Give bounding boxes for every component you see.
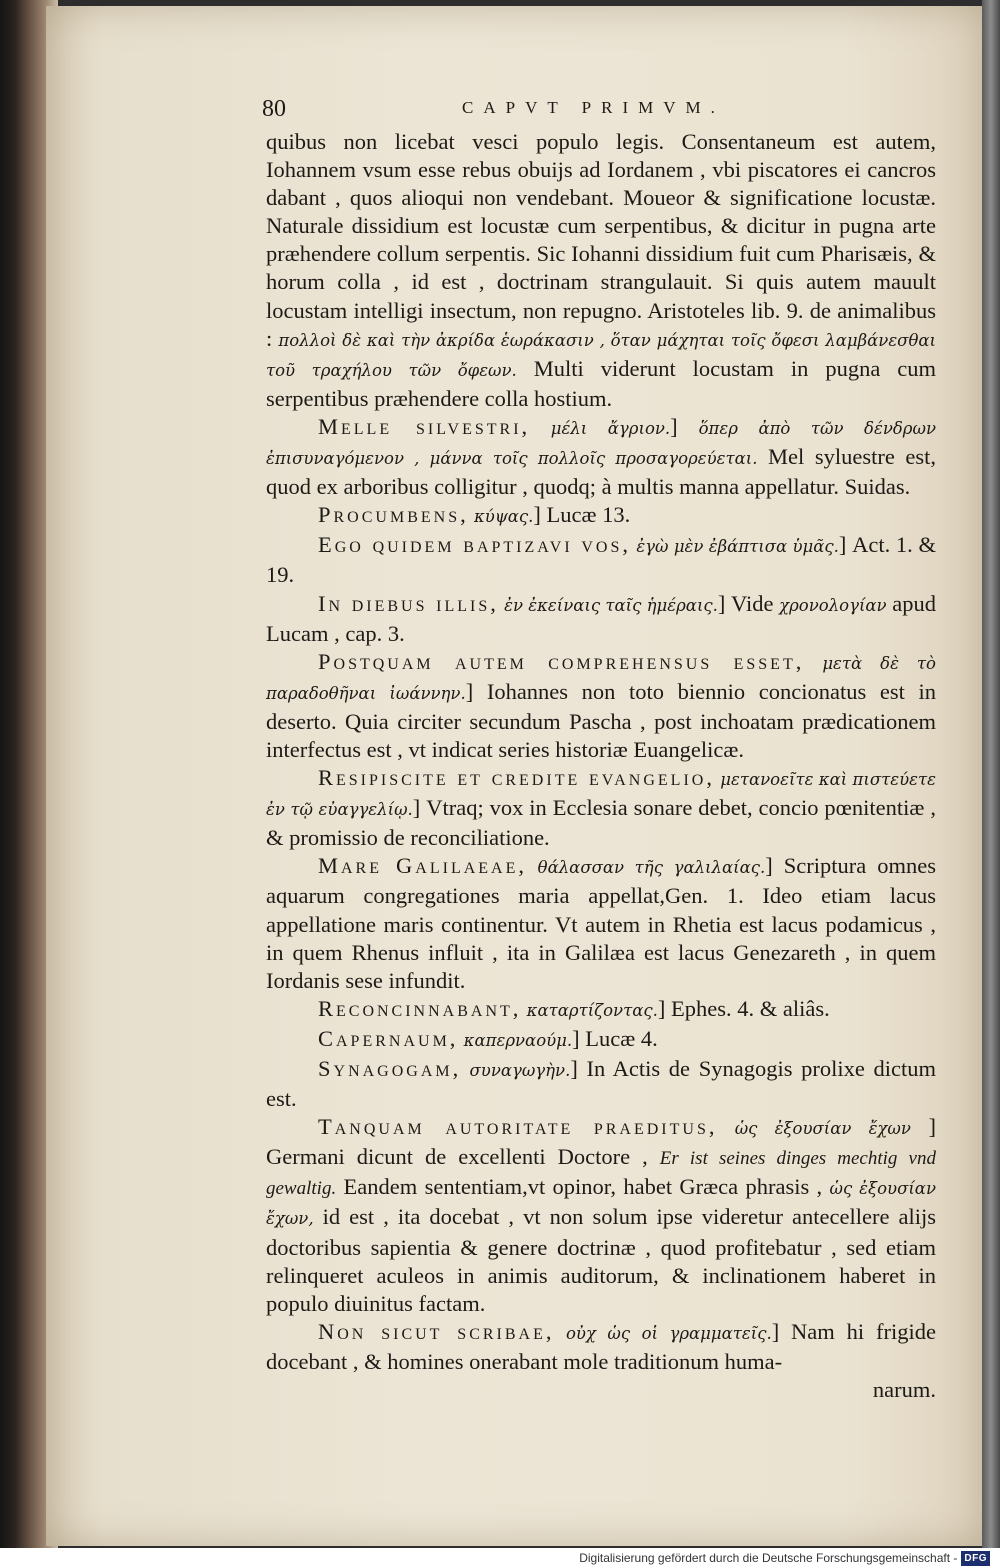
- text-paragraph: [266, 128, 936, 413]
- latin-text: ] Lucæ 13.: [533, 502, 631, 528]
- lemma-entry: [266, 764, 936, 852]
- lemma-heading: Procumbens,: [318, 502, 469, 528]
- lemma-heading: Mare Galilaeae,: [318, 853, 527, 879]
- greek-text: θάλασσαν τῆς γαλιλαίας.: [527, 858, 766, 878]
- latin-text: quibus non licebat vesci populo legis. Consentaneum est autem, Iohannem vsum esse rebus obuijs ad Iordanem , vbi piscatores ei cancros dabant , quos alioqui non vendebant. Moueor & significatione locustæ. Naturale dissidium est locustæ cum serpentibus, & dicitur in pugna arte præhendere collum serpentis. Sic Iohanni dissidium fuit cum Pharisæis, & horum colla , id est , doctrinam strangulauit. Si quis autem mauult locustam intelligi insectum, non repugno. Aristoteles lib. 9. de animalibus :: [266, 129, 936, 351]
- latin-text: ] Act. 1. & 19.: [266, 532, 936, 588]
- greek-text: μέλι ἄγριον.: [530, 418, 671, 438]
- dfg-logo: DFG: [961, 1551, 990, 1566]
- lemma-heading: Reconcinnabant,: [318, 995, 522, 1021]
- latin-text: apud Lucam , cap. 3.: [266, 590, 936, 646]
- lemma-entry: [266, 1318, 936, 1376]
- latin-text: ] In Actis de Synagogis prolixe dictum est.: [266, 1056, 936, 1112]
- page-edge: [982, 0, 1000, 1548]
- lemma-heading: Ego quidem baptizavi vos,: [318, 532, 631, 558]
- lemma-entry: [266, 852, 936, 994]
- latin-text: ] Scriptura omnes aquarum congregationes maria appellat,Gen. 1. Ideo etiam lacus appellatione maris continentur. Vt autem in Rhetia est lacus podamicus , in quem Rhenus influit , ita in Galilæa est lacus Genezareth , in quem Iordanis sese infundit.: [266, 853, 936, 993]
- lemma-entry: [266, 1113, 936, 1318]
- lemma-entry: [266, 648, 936, 764]
- running-head: CAPVT PRIMVM.: [462, 98, 725, 117]
- text-paragraph: [266, 1376, 936, 1404]
- greek-text: ἐγὼ μὲν ἐβάπτισα ὑμᾶς.: [631, 537, 839, 557]
- latin-text: id est , ita docebat , vt non solum ipse videretur antecellere alijs doctoribus sapientia & genere doctrinæ , quod profitebatur , sed etiam relinqueret aculeos in animis auditorum, & inclinationem haberet in populo diuinitus factam.: [266, 1204, 936, 1316]
- latin-text: Mel syluestre est, quod ex arboribus colligitur , quodq; à multis manna appellatur. Suidas.: [266, 444, 936, 500]
- latin-text: ] Nam hi frigide docebant , & homines onerabant mole traditionum huma-: [266, 1318, 936, 1374]
- latin-text: ] Germani dicunt de excellenti Doctore ,: [266, 1114, 936, 1170]
- greek-text: κύψας.: [468, 507, 534, 527]
- latin-text: ] Vide: [717, 590, 780, 616]
- latin-text: Eandem sententiam,vt opinor, habet Græca phrasis ,: [336, 1174, 830, 1200]
- greek-text: ἐν ἐκείναις ταῖς ἡμέραις.: [498, 595, 718, 615]
- lemma-entry: [266, 1055, 936, 1113]
- lemma-heading: Postquam autem comprehensus esset,: [318, 648, 805, 674]
- lemma-heading: Capernaum,: [318, 1025, 459, 1051]
- lemma-entry: [266, 413, 936, 501]
- lemma-heading: Tanquam autoritate praeditus,: [318, 1114, 718, 1140]
- greek-text: οὐχ ὡς οἱ γραμματεῖς.: [554, 1323, 772, 1343]
- latin-text: ] Ephes. 4. & aliâs.: [657, 995, 830, 1021]
- lemma-entry: [266, 995, 936, 1025]
- latin-text: ] Lucæ 4.: [572, 1025, 658, 1051]
- greek-text: συναγωγὴν.: [461, 1061, 571, 1080]
- lemma-entry: [266, 531, 936, 589]
- lemma-heading: Resipiscite et credite evangelio,: [318, 765, 715, 791]
- lemma-entry: [266, 501, 936, 531]
- page-header: [262, 96, 772, 126]
- footer-credit: Digitalisierung gefördert durch die Deutsche Forschungsgemeinschaft -: [579, 1551, 958, 1565]
- page-number: 80: [262, 96, 286, 122]
- body-text: [266, 128, 936, 1404]
- lemma-heading: Synagogam,: [318, 1056, 462, 1081]
- footer-bar: [0, 1548, 1000, 1568]
- german-text: Er ist seines dinges mechtig vnd gewaltig.: [266, 1148, 936, 1200]
- greek-text: μετὰ δὲ τὸ παραδοθῆναι ἰωάννην.: [266, 653, 936, 703]
- greek-text: καταρτίζοντας.: [521, 1000, 658, 1020]
- latin-text: Multi viderunt locustam in pugna cum serpentibus præhendere colla hostium.: [266, 355, 936, 411]
- greek-text: χρονολογίαν: [779, 595, 887, 615]
- greek-text: πολλοὶ δὲ καὶ τὴν ἀκρίδα ἑωράκασιν , ὅταν μάχηται τοῖς ὄφεσι λαμβάνεσθαι τοῦ τραχήλου τῶν ὄφεων.: [266, 330, 936, 380]
- greek-text: ὡς ἐξουσίαν ἔχων,: [266, 1179, 936, 1229]
- latin-text: narum.: [872, 1377, 936, 1403]
- greek-text: ὡς ἐξουσίαν ἔχων: [717, 1119, 911, 1139]
- lemma-heading: Melle silvestri,: [318, 413, 531, 439]
- greek-text: μετανοεῖτε καὶ πιστεύετε ἐν τῷ εὐαγγελίῳ.: [266, 770, 936, 820]
- lemma-entry: [266, 590, 936, 648]
- lemma-entry: [266, 1025, 936, 1055]
- greek-text: καπερναούμ.: [458, 1030, 573, 1050]
- greek-text: ὅπερ ἀπὸ τῶν δένδρων ἐπισυναγόμενον , μάννα τοῖς πολλοῖς προσαγορεύεται.: [266, 418, 936, 469]
- latin-text: ] Vtraq; vox in Ecclesia sonare debet, concio pœnitentiæ , & promissio de reconciliatione.: [266, 795, 936, 851]
- lemma-heading: In diebus illis,: [318, 590, 499, 616]
- latin-text: ] Iohannes non toto biennio concionatus est in deserto. Quia circiter secundum Pascha , post inchoatam prædicationem interfectus est , vt indicat series historiæ Euangelicæ.: [266, 678, 936, 762]
- lemma-heading: Non sicut scribae,: [318, 1318, 555, 1344]
- latin-text: ]: [670, 413, 699, 439]
